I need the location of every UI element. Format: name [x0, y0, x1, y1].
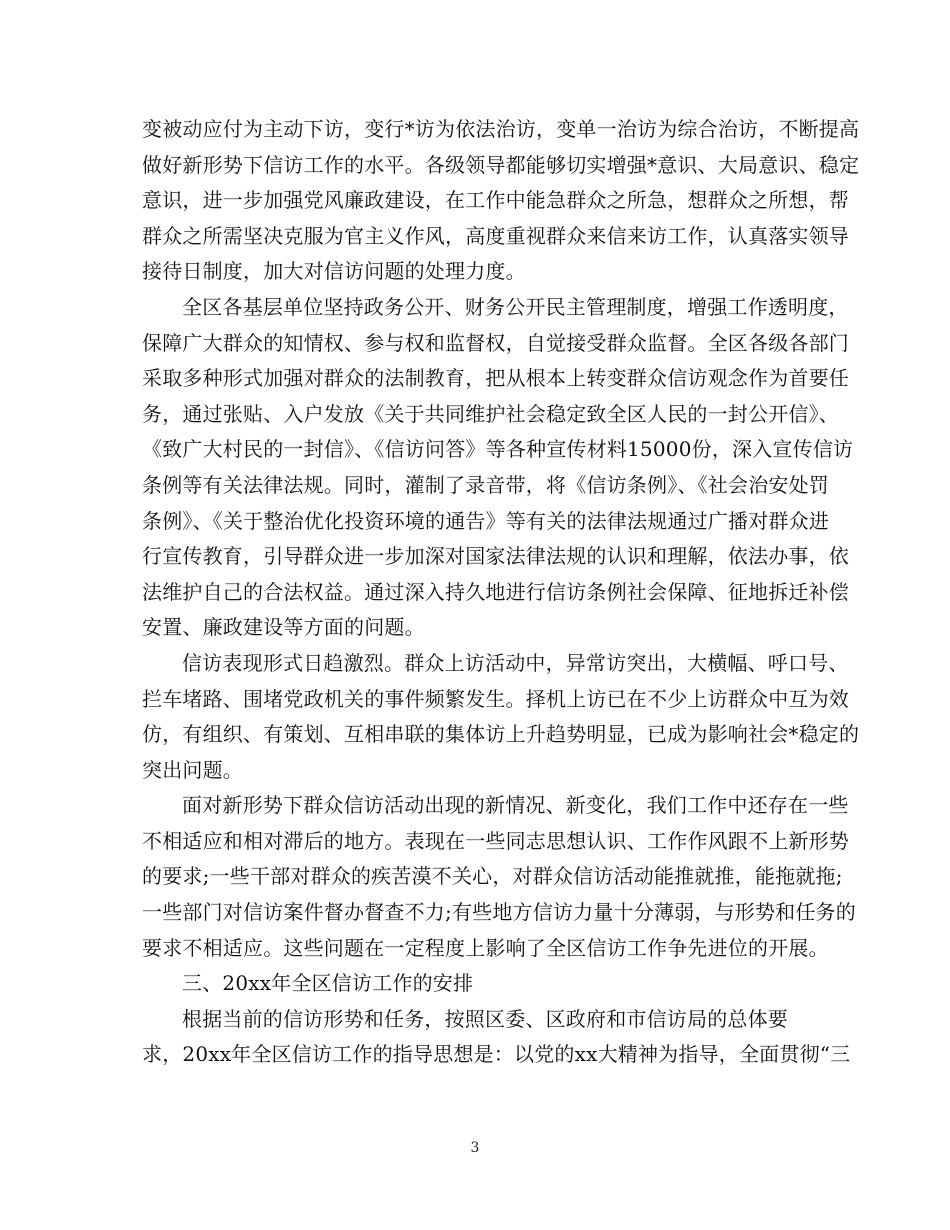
text-line: 仿，有组织、有策划、互相串联的集体访上升趋势明显，已成为影响社会*稳定的 [142, 722, 860, 747]
text-line: 条例等有关法律法规。同时，灌制了录音带，将《信访条例》、《社会治安处罚 [142, 472, 829, 497]
section-heading [142, 966, 810, 1002]
paragraph-1 [142, 112, 860, 290]
paragraph-2 [142, 290, 854, 646]
text-line: 三、20xx年全区信访工作的安排 [182, 971, 474, 996]
text-line: 接待日制度，加大对信访问题的处理力度。 [142, 259, 526, 284]
text-line: 行宣传教育，引导群众进一步加深对国家法律法规的认识和理解，依法办事，依 [142, 544, 849, 569]
text-line: 变被动应付为主动下访，变行*访为依法治访，变单一治访为综合治访，不断提高 [142, 117, 860, 141]
text-line: 《致广大村民的一封信》、《信访问答》等各种宣传材料15000份，深入宣传信访 [142, 437, 854, 462]
text-line: 面对新形势下群众信访活动出现的新情况、新变化，我们工作中还存在一些 [182, 793, 849, 818]
paragraph-4 [142, 788, 856, 966]
text-line: 法维护自己的合法权益。通过深入持久地进行信访条例社会保障、征地拆迁补偿 [142, 579, 849, 604]
document-body [142, 112, 860, 1073]
text-line: 求，20xx年全区信访工作的指导思想是：以党的xx大精神为指导，全面贯彻“三 [142, 1042, 851, 1067]
text-line: 突出问题。 [142, 757, 243, 782]
text-line: 不相适应和相对滞后的地方。表现在一些同志思想认识、工作作风跟不上新形势 [142, 828, 849, 853]
text-line: 务，通过张贴、入户发放《关于共同维护社会稳定致全区人民的一封公开信》、 [142, 401, 839, 426]
text-line: 全区各基层单位坚持政务公开、财务公开民主管理制度，增强工作透明度， [182, 294, 849, 319]
text-line: 条例》、《关于整治优化投资环境的通告》等有关的法律法规通过广播对群众进 [142, 508, 829, 533]
text-line: 采取多种形式加强对群众的法制教育，把从根本上转变群众信访观念作为首要任 [142, 366, 849, 391]
text-line: 保障广大群众的知情权、参与权和监督权，自觉接受群众监督。全区各级各部门 [142, 330, 849, 355]
text-line: 意识，进一步加强党风廉政建设，在工作中能急群众之所急，想群众之所想，帮 [142, 188, 849, 213]
paragraph-3 [142, 646, 860, 788]
text-line: 拦车堵路、围堵党政机关的事件频繁发生。择机上访已在不少上访群众中互为效 [142, 686, 849, 711]
paragraph-6 [142, 1002, 851, 1073]
text-line: 做好新形势下信访工作的水平。各级领导都能够切实增强*意识、大局意识、稳定 [142, 152, 860, 177]
text-line: 信访表现形式日趋激烈。群众上访活动中，异常访突出，大横幅、呼口号、 [182, 650, 849, 675]
text-line: 安置、廉政建设等方面的问题。 [142, 615, 425, 640]
text-line: 要求不相适应。这些问题在一定程度上影响了全区信访工作争先进位的开展。 [142, 935, 829, 960]
text-line: 一些部门对信访案件督办督查不力;有些地方信访力量十分薄弱，与形势和任务的 [142, 900, 856, 925]
page-number: 3 [470, 1140, 480, 1156]
text-line: 的要求;一些干部对群众的疾苦漠不关心，对群众信访活动能推就推，能拖就拖; [142, 864, 843, 889]
text-line: 根据当前的信访形势和任务，按照区委、区政府和市信访局的总体要 [182, 1006, 788, 1031]
text-line: 群众之所需坚决克服为官主义作风，高度重视群众来信来访工作，认真落实领导 [142, 223, 849, 248]
